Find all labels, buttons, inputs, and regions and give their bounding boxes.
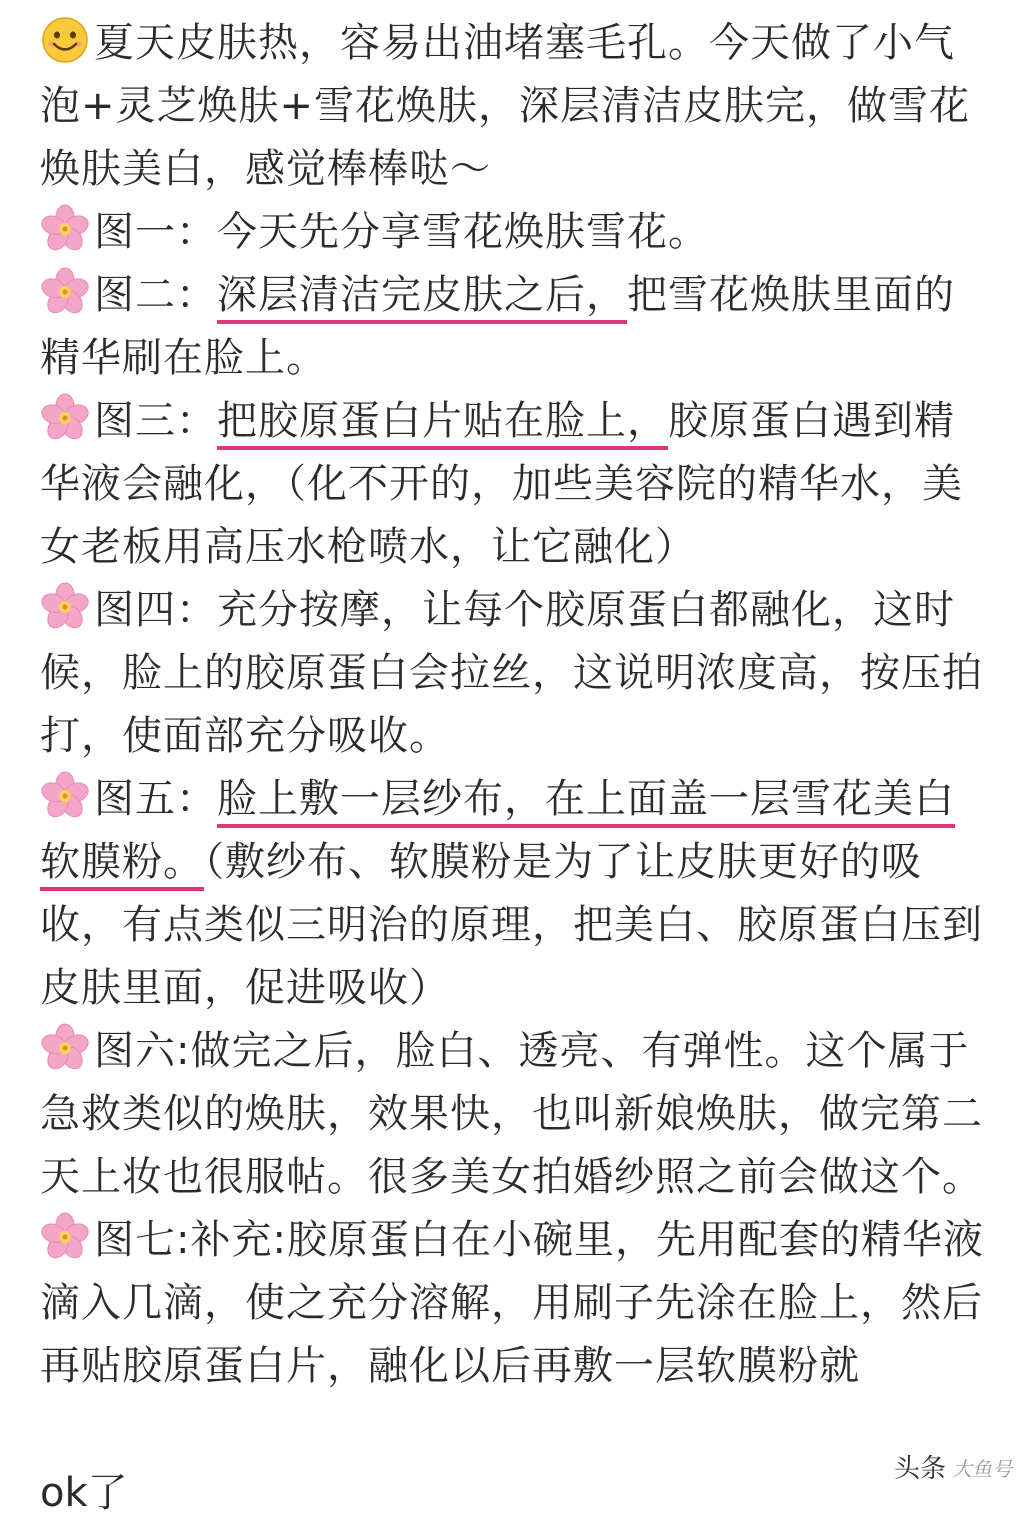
step-label: 图三： <box>94 398 217 444</box>
watermark-brand: 头条 <box>893 1454 946 1484</box>
step-highlight: 把胶原蛋白片贴在脸上， <box>217 398 668 444</box>
step-paragraph <box>40 579 988 768</box>
post-body <box>40 12 988 1398</box>
steps-list <box>40 201 988 1398</box>
step-label: 图五： <box>94 776 217 822</box>
cherry-blossom-icon <box>40 1212 90 1262</box>
step-label: 图六: <box>94 1028 191 1074</box>
step-text: （敷纱布、软膜粉是为了让皮肤更好的吸收，有点类似三明治的原理，把美白、胶原蛋白压到皮肤里面，促进吸收） <box>40 839 983 1011</box>
step-text: 把雪花焕肤里面的精华刷在脸上。 <box>40 272 955 381</box>
smiling-face-icon <box>40 15 90 65</box>
step-text: 胶原蛋白遇到精华液会融化，（化不开的，加些美容院的精华水，美女老板用高压水枪喷水，让它融化） <box>40 398 963 570</box>
step-label: 图七: <box>94 1217 191 1263</box>
step-highlight: 深层清洁完皮肤之后， <box>217 272 627 318</box>
step-text: 充分按摩，让每个胶原蛋白都融化，这时候，脸上的胶原蛋白会拉丝，这说明浓度高，按压拍打，使面部充分吸收。 <box>40 587 983 759</box>
step-paragraph <box>40 1209 988 1398</box>
step-highlight: 脸上敷一层纱布，在上面盖一层雪花美白软膜粉。 <box>40 776 955 885</box>
cutoff-text: ok了 <box>40 1470 128 1516</box>
intro-text: 夏天皮肤热，容易出油堵塞毛孔。今天做了小气泡+灵芝焕肤+雪花焕肤，深层清洁皮肤完，做雪花焕肤美白，感觉棒棒哒～ <box>40 20 971 192</box>
step-paragraph <box>40 264 988 390</box>
step-label: 图四： <box>94 587 217 633</box>
step-paragraph <box>40 1020 988 1209</box>
cherry-blossom-icon <box>40 393 90 443</box>
cherry-blossom-icon <box>40 204 90 254</box>
step-paragraph <box>40 390 988 579</box>
cherry-blossom-icon <box>40 771 90 821</box>
step-paragraph <box>40 201 988 264</box>
step-text: 补充:胶原蛋白在小碗里，先用配套的精华液滴入几滴，使之充分溶解，用刷子先涂在脸上，然后再贴胶原蛋白片，融化以后再敷一层软膜粉就 <box>40 1217 984 1389</box>
step-paragraph <box>40 768 988 1020</box>
watermark-sub: 大鱼号 <box>952 1457 1012 1481</box>
cherry-blossom-icon <box>40 267 90 317</box>
step-label: 图一： <box>94 209 217 255</box>
watermark <box>894 1454 1012 1484</box>
step-text: 今天先分享雪花焕肤雪花。 <box>217 209 709 255</box>
intro-paragraph <box>40 12 988 201</box>
step-label: 图二： <box>94 272 217 318</box>
step-text: 做完之后，脸白、透亮、有弹性。这个属于急救类似的焕肤，效果快，也叫新娘焕肤，做完第二天上妆也很服帖。很多美女拍婚纱照之前会做这个。 <box>40 1028 983 1200</box>
cherry-blossom-icon <box>40 582 90 632</box>
cherry-blossom-icon <box>40 1023 90 1073</box>
